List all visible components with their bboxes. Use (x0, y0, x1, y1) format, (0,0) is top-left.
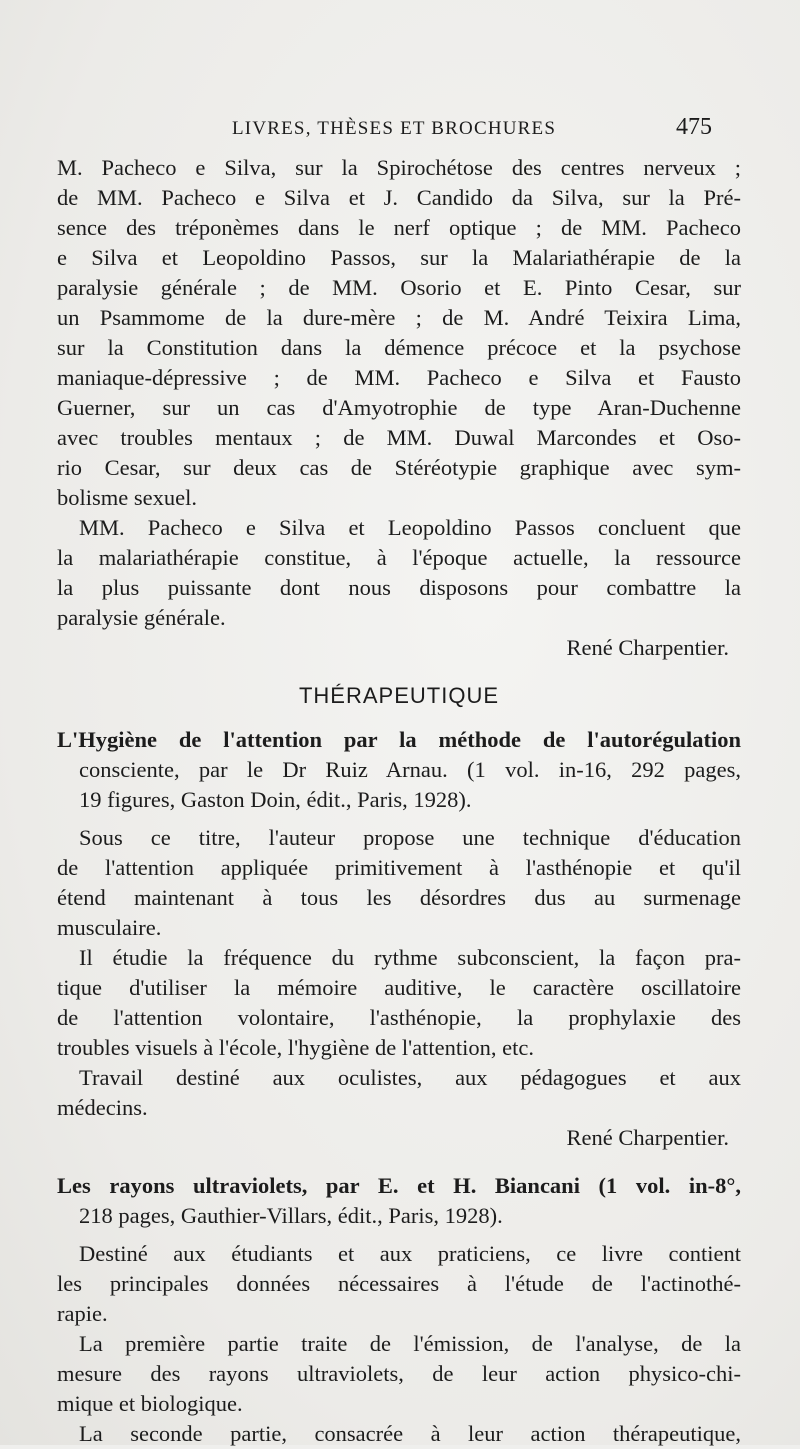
book-heading-line: L'Hygiène de l'attention par la méthode de l'autorégulation (57, 727, 741, 752)
signature: René Charpentier. (566, 1125, 729, 1150)
text-line: La première partie traite de l'émission, de l'analyse, de la (79, 1331, 741, 1356)
text-line: troubles visuels à l'école, l'hygiène de l'attention, etc. (57, 1035, 535, 1060)
running-head: LIVRES, THÈSES ET BROCHURES (232, 118, 557, 139)
text-line: avec troubles mentaux ; de MM. Duwal Marcondes et Oso- (57, 425, 741, 450)
text-line: Travail destiné aux oculistes, aux pédagogues et aux (79, 1065, 741, 1090)
text-line: M. Pacheco e Silva, sur la Spirochétose des centres nerveux ; (57, 155, 741, 180)
text-line: sence des tréponèmes dans le nerf optique ; de MM. Pacheco (57, 215, 741, 240)
text-line: tique d'utiliser la mémoire auditive, le caractère oscillatoire (57, 975, 741, 1000)
text-line: musculaire. (57, 915, 162, 940)
review-malariatherapie (57, 153, 741, 663)
signature: René Charpentier. (566, 635, 729, 660)
text-line: de l'attention appliquée primitivement à l'asthénopie et qu'il (57, 855, 741, 880)
text-line: e Silva et Leopoldino Passos, sur la Malariathérapie de la (57, 245, 741, 270)
review-hygiene-attention (57, 725, 741, 1153)
text-line: mesure des rayons ultraviolets, de leur action physico-chi- (57, 1361, 741, 1386)
text-line: médecins. (57, 1095, 148, 1120)
book-heading-line: Les rayons ultraviolets, par E. et H. Biancani (1 vol. in-8°, (57, 1173, 741, 1198)
text-line: La seconde partie, consacrée à leur action thérapeutique, (79, 1421, 741, 1446)
book-heading-line: consciente, par le Dr Ruiz Arnau. (1 vol. in-16, 292 pages, (79, 757, 741, 782)
text-line: paralysie générale. (57, 605, 226, 630)
text-line: Sous ce titre, l'auteur propose une technique d'éducation (79, 825, 741, 850)
text-line: de l'attention volontaire, l'asthénopie, la prophylaxie des (57, 1005, 741, 1030)
text-line: Il étudie la fréquence du rythme subconscient, la façon pra- (79, 945, 741, 970)
text-line: MM. Pacheco e Silva et Leopoldino Passos concluent que (79, 515, 741, 540)
text-line: bolisme sexuel. (57, 485, 197, 510)
page-body (57, 153, 741, 1449)
text-line: maniaque-dépressive ; de MM. Pacheco e Silva et Fausto (57, 365, 741, 390)
text-line: la malariathérapie constitue, à l'époque actuelle, la ressource (57, 545, 741, 570)
book-heading-line: 19 figures, Gaston Doin, édit., Paris, 1928). (79, 787, 472, 812)
text-line: un Psammome de la dure-mère ; de M. André Teixira Lima, (57, 305, 741, 330)
review-rayons-ultraviolets (57, 1171, 741, 1449)
text-line: Destiné aux étudiants et aux praticiens, ce livre contient (79, 1241, 741, 1266)
book-heading-line: 218 pages, Gauthier-Villars, édit., Paris, 1928). (79, 1203, 503, 1228)
text-line: sur la Constitution dans la démence précoce et la psychose (57, 335, 741, 360)
text-line: de MM. Pacheco e Silva et J. Candido da Silva, sur la Pré- (57, 185, 741, 210)
section-title: THÉRAPEUTIQUE (298, 683, 500, 708)
text-line: mique et biologique. (57, 1391, 243, 1416)
text-line: rapie. (57, 1301, 108, 1326)
text-line: la plus puissante dont nous disposons pour combattre la (57, 575, 741, 600)
text-line: paralysie générale ; de MM. Osorio et E. Pinto Cesar, sur (57, 275, 741, 300)
text-line: étend maintenant à tous les désordres dus au surmenage (57, 885, 741, 910)
text-line: rio Cesar, sur deux cas de Stéréotypie graphique avec sym- (57, 455, 741, 480)
page-header (0, 112, 800, 146)
page-number: 475 (676, 114, 712, 140)
text-line: Guerner, sur un cas d'Amyotrophie de type Aran-Duchenne (57, 395, 741, 420)
text-line: les principales données nécessaires à l'étude de l'actinothé- (57, 1271, 741, 1296)
